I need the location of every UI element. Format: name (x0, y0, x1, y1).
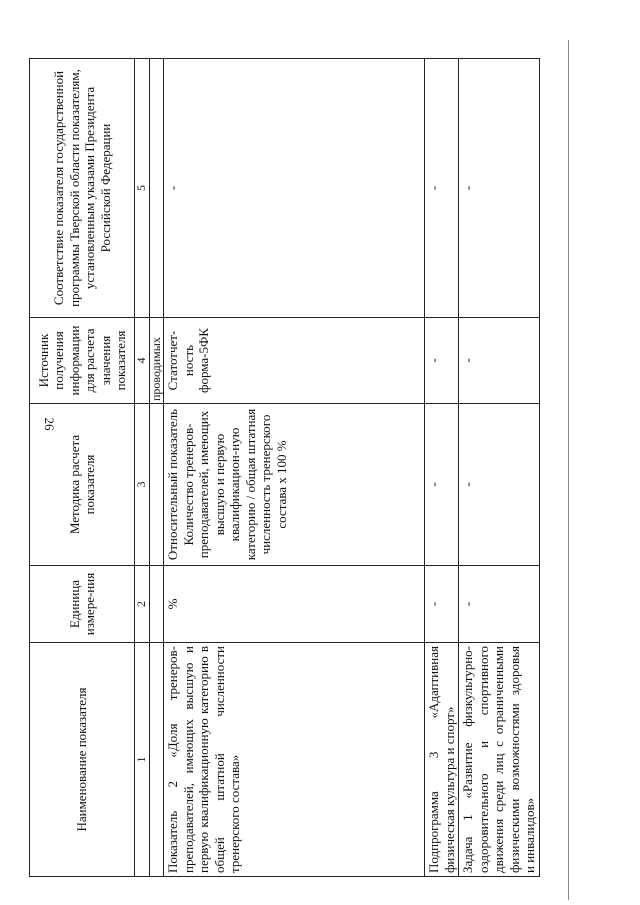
page-number: 26 (42, 417, 57, 431)
indicator-name: Показатель 2 «Доля тренеров-преподавателей, имеющих высшую и первую квалификационную категорию в общей штатной численности тренерского состава» (164, 643, 425, 877)
indicators-table (29, 58, 540, 877)
indicator-unit: % (164, 566, 425, 643)
subprogram-method: - (425, 404, 459, 566)
subprogram-compliance: - (425, 59, 459, 318)
indicator-source: Статотчет-ность форма-5ФК (164, 318, 425, 404)
header-compliance: Соответствие показателя государственной программы Тверской области показателям, установленным указами Президента Российской Федерации (30, 59, 135, 318)
column-number: 4 (135, 318, 150, 404)
header-unit: Единица измере-ния (30, 566, 135, 643)
task-unit: - (459, 566, 540, 643)
column-number: 1 (135, 643, 150, 877)
table-row (425, 59, 459, 877)
task-compliance: - (459, 59, 540, 318)
table-header-row (30, 59, 135, 877)
task-method: - (459, 404, 540, 566)
task-name: Задача 1 «Развитие физкультурно-оздоровительного и спортивного движения среди лиц с ограниченными физическими возможностями здоровья и инвалидов» (459, 643, 540, 877)
carryover-text: проводимых (150, 318, 164, 404)
header-source: Источник получения информации для расчета значения показателя (30, 318, 135, 404)
column-number: 3 (135, 404, 150, 566)
subprogram-unit: - (425, 566, 459, 643)
header-method: Методика расчета показателя (30, 404, 135, 566)
indicator-method: Относительный показатель Количество тренеров-преподавателей, имеющих высшую и первую квалификацион-ную категорию / общая штатная численность тренерского состава х 100 % (164, 404, 425, 566)
subprogram-name: Подпрограмма 3 «Адаптивная физическая культура и спорт» (425, 643, 459, 877)
rotated-table-container (29, 59, 633, 877)
indicator-compliance: - (164, 59, 425, 318)
table-row (459, 59, 540, 877)
table-row (164, 59, 425, 877)
column-number-row (135, 59, 150, 877)
column-number: 2 (135, 566, 150, 643)
task-source: - (459, 318, 540, 404)
column-number: 5 (135, 59, 150, 318)
subprogram-source: - (425, 318, 459, 404)
header-name: Наименование показателя (30, 643, 135, 877)
carryover-row (150, 59, 164, 877)
scan-edge-line (568, 40, 569, 900)
